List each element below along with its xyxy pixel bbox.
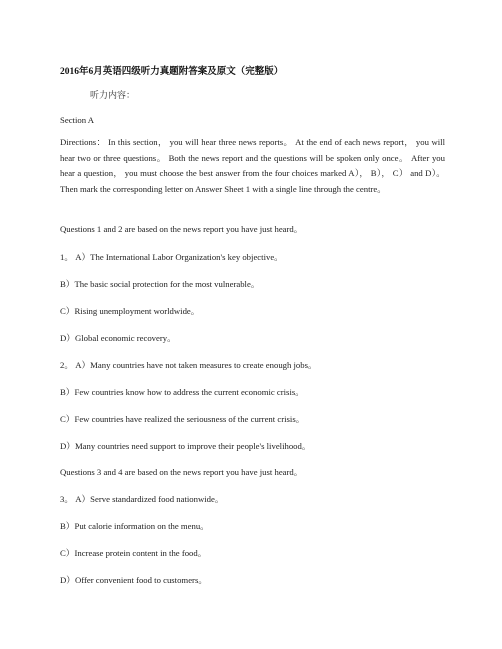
question-3-option-c: C）Increase protein content in the food。 bbox=[60, 548, 207, 558]
directions-paragraph: Directions： In this section， you will hear three news reports。 At the end of each news report， you will hear two or three questions。 Both the news report and the questions will be spoken only once。 After you hear a question， you must choose the best answer from the four choices marked A）， B）， C） and D）。 Then mark the corresponding letter on Answer Sheet 1 with a single line through the centre。 bbox=[60, 137, 445, 194]
question-1-option-c: C）Rising unemployment worldwide。 bbox=[60, 306, 200, 316]
section-heading: Section A bbox=[60, 115, 95, 125]
questions-intro: Questions 3 and 4 are based on the news report you have just heard。 bbox=[60, 467, 303, 477]
question-3-option-b: B）Put calorie information on the menu。 bbox=[60, 521, 209, 531]
question-2-option-a: 2。 A）Many countries have not taken measures to create enough jobs。 bbox=[60, 360, 317, 370]
page-title: 2016年6月英语四级听力真题附答案及原文（完整版） bbox=[60, 67, 284, 77]
question-1-option-a: 1。 A）The International Labor Organization's key objective。 bbox=[60, 252, 283, 262]
question-1-option-b: B）The basic social protection for the most vulnerable。 bbox=[60, 279, 260, 289]
question-2-option-c: C）Few countries have realized the seriousness of the current crisis。 bbox=[60, 414, 305, 424]
questions-intro: Questions 1 and 2 are based on the news report you have just heard。 bbox=[60, 224, 303, 234]
question-1-option-d: D）Global economic recovery。 bbox=[60, 333, 176, 343]
question-2-option-d: D）Many countries need support to improve their people's livelihood。 bbox=[60, 441, 311, 451]
question-2-option-b: B）Few countries know how to address the current economic crisis。 bbox=[60, 387, 304, 397]
subheading: 听力内容： bbox=[90, 90, 136, 100]
question-3-option-d: D）Offer convenient food to customers。 bbox=[60, 575, 208, 585]
question-3-option-a: 3。 A）Serve standardized food nationwide。 bbox=[60, 494, 224, 504]
